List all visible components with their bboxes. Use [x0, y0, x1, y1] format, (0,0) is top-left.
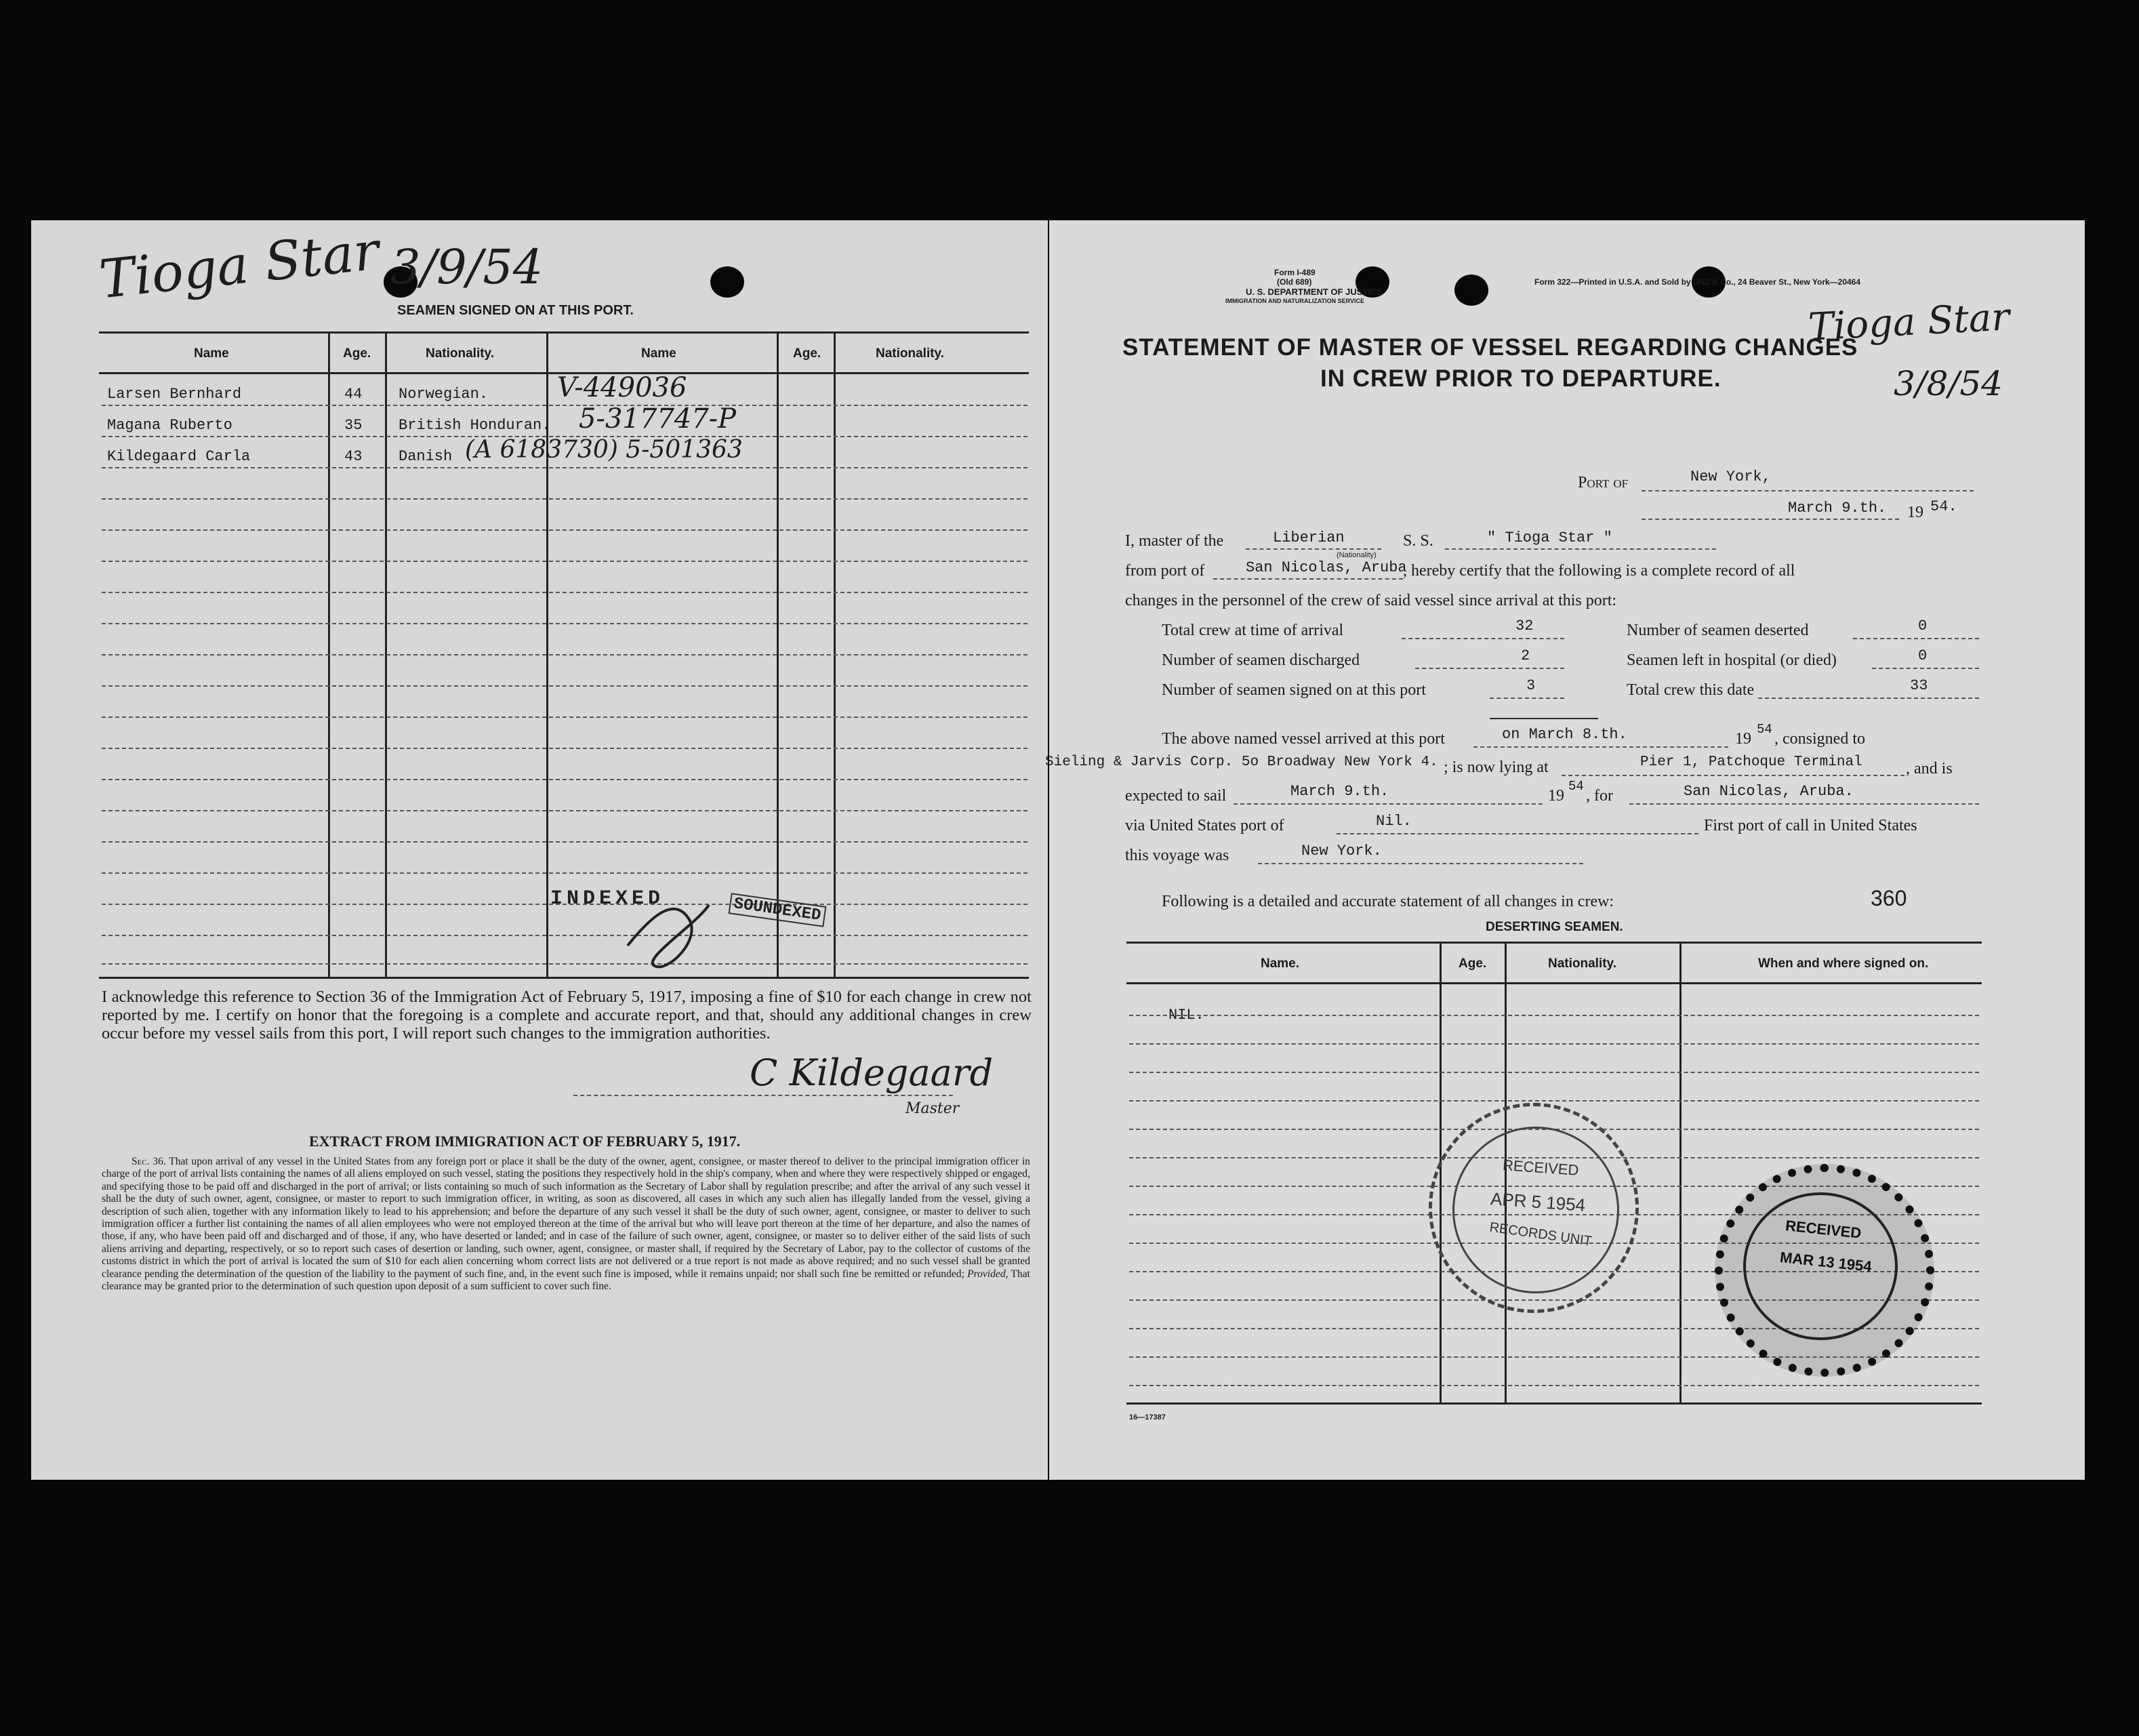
handwritten-date: 3/8/54	[1894, 364, 2003, 403]
table-cell-name: Magana Ruberto	[107, 417, 232, 434]
arrived-label: The above named vessel arrived at this port	[1162, 730, 1445, 748]
voyage-label: this voyage was	[1125, 847, 1229, 864]
arrived-year-prefix: 19	[1735, 730, 1751, 748]
fill-line	[1234, 803, 1543, 805]
table-cell-age: 43	[344, 448, 363, 465]
from-port-value: San Nicolas, Aruba	[1246, 559, 1407, 576]
handwritten-note: V-449036	[557, 372, 687, 403]
stamp-received-text: RECEIVED	[1785, 1217, 1862, 1242]
table-cell-nationality: Danish	[399, 448, 453, 465]
fill-line	[1402, 638, 1564, 639]
col-header-age: Age.	[343, 346, 371, 361]
fill-line	[1642, 519, 1899, 520]
table-top-rule	[1126, 942, 1982, 944]
table-bottom-rule	[1126, 1402, 1982, 1405]
soundexed-stamp: SOUNDEXED	[729, 893, 827, 927]
port-label: Port of	[1578, 474, 1629, 491]
acknowledgment-text: I acknowledge this reference to Section 36 of the Immigration Act of February 5, 1917, imposing a fine of $10 for each change in crew not reported by me. I certify on honor that the foregoing is a complete and accurate report, and that, should any additional changes in crew occur before my vessel sails from this port, I will report such changes to the immigration authorities.	[102, 988, 1032, 1043]
table-cell-name: NIL.	[1168, 1007, 1204, 1024]
nationality-value: Liberian	[1273, 529, 1345, 546]
table-top-rule	[99, 331, 1029, 334]
stamp-date: MAR 13 1954	[1779, 1248, 1873, 1276]
sail-year: 54	[1568, 779, 1584, 794]
fill-line	[1629, 803, 1979, 805]
total-date-label: Total crew this date	[1627, 681, 1755, 699]
sec36-text	[102, 1156, 1030, 1293]
total-arrival-value: 32	[1515, 618, 1534, 634]
sec36-body: That upon arrival of any vessel in the United States from any foreign port or place it shall be the duty of the owner, agent, consignee, or master thereof to deliver to the principal immigration officer in charge of the port of arrival lists containing the names of all aliens employed on such vessel, stating the positions they respectively hold in the ship's company, when and where they were respectively shipped or engaged, and specifying those to be paid off and discharged in the port of arrival; or lists containing so much of such information as the Secretary of Labor shall by regulation prescribe; and after the arrival of any such vessel it shall be the duty of such owner, agent, consignee, or master to report to such immigration officer, in writing, as soon as discovered, all cases in which any such alien has illegally landed from the vessel, giving a description of such alien, together with any information likely to lead to his apprehension; and before the departure of any such vessel it shall be the duty of such owner, agent, consignee, or master to deliver to such immigration officer a further list containing the names of all alien employees who were not employed thereon at the time of the arrival but who will leave port thereon at the time of her departure, and also the names of those, if any, who have been paid off and discharged and of those, if any, who have deserted or landed; and in case of the failure of such owner, agent, consignee, or master so to deliver either of the said lists of such aliens arriving and departing, respectively, or so to report such cases of desertion or landing, such owner, agent, consignee, or master shall, if required by the Secretary of Labor, pay to the collector of customs of the customs district in which the port of arrival is located the sum of $10 for each alien concerning whom correct lists are not delivered or a true report is not made as above required; and no such vessel shall be granted clearance pending the determination of the question of the liability to the payment of such fine, and, in the event such fine is imposed, while it remains unpaid; nor shall such fine be remitted or refunded;	[102, 1156, 1030, 1280]
table-cell-name: Kildegaard Carla	[107, 448, 251, 465]
fill-line	[1562, 775, 1904, 776]
service-name: IMMIGRATION AND NATURALIZATION SERVICE	[1225, 298, 1364, 304]
indexed-stamp: INDEXED	[550, 887, 665, 910]
section-title: SEAMEN SIGNED ON AT THIS PORT.	[397, 303, 634, 318]
col-header-name: Name	[194, 346, 229, 361]
form-number: Form I-489	[1274, 268, 1316, 277]
sec36-label: Sec. 36.	[131, 1156, 166, 1167]
deserting-title: DESERTING SEAMEN.	[1486, 920, 1623, 934]
year-prefix: 19	[1907, 504, 1923, 521]
following-text: Following is a detailed and accurate statement of all changes in crew:	[1162, 893, 1614, 910]
footer-code: 16—17387	[1129, 1413, 1166, 1421]
deserted-value: 0	[1918, 618, 1928, 634]
sec36-provided: Provided,	[967, 1268, 1009, 1280]
fill-line	[1258, 863, 1583, 864]
initials-scribble	[614, 885, 722, 986]
col-header-name: Name.	[1261, 956, 1300, 971]
master-label: Master	[905, 1100, 960, 1117]
handwritten-note: (A 6183730) 5-501363	[465, 436, 743, 464]
col-header-nationality: Nationality.	[426, 346, 494, 361]
col-header-nationality-2: Nationality.	[876, 346, 944, 361]
fill-line	[1213, 578, 1403, 580]
for-label: , for	[1586, 787, 1613, 805]
punch-hole	[1454, 275, 1488, 306]
col-header-name-2: Name	[641, 346, 676, 361]
sec36-end: That clearance may be granted prior to the determination of such question upon deposit of a sum sufficient to cover such fine.	[102, 1268, 1030, 1293]
fill-line	[1246, 548, 1381, 550]
signed-on-label: Number of seamen signed on at this port	[1162, 681, 1426, 699]
voyage-value: New York.	[1301, 843, 1382, 860]
vessel-name: " Tioga Star "	[1487, 529, 1612, 546]
first-port-label: First port of call in United States	[1704, 817, 1917, 834]
discharged-value: 2	[1521, 647, 1530, 664]
certify-text: , hereby certify that the following is a complete record of all	[1403, 562, 1795, 580]
stamp-date: APR 5 1954	[1490, 1188, 1587, 1215]
consigned-label: , consigned to	[1774, 730, 1865, 748]
year-value: 54.	[1930, 498, 1957, 515]
col-header-when-where: When and where signed on.	[1758, 956, 1929, 971]
signed-on-value: 3	[1526, 677, 1536, 694]
handwritten-ship-name: Tioga Star	[1807, 295, 2011, 350]
total-date-value: 33	[1910, 677, 1928, 694]
col-header-nationality: Nationality.	[1548, 956, 1616, 971]
form-title-line2: IN CREW PRIOR TO DEPARTURE.	[1320, 365, 1722, 392]
number-360: 360	[1871, 886, 1907, 910]
deserted-label: Number of seamen deserted	[1627, 622, 1809, 639]
form-old-number: (Old 689)	[1277, 277, 1312, 287]
ss-label: S. S.	[1403, 532, 1433, 550]
stamp-records-text: RECORDS UNIT	[1488, 1219, 1593, 1249]
form-title-line1: STATEMENT OF MASTER OF VESSEL REGARDING CHANGES	[1122, 334, 1858, 361]
fill-line	[1872, 668, 1979, 669]
extract-title: EXTRACT FROM IMMIGRATION ACT OF FEBRUARY 5, 1917.	[309, 1133, 741, 1150]
changes-text: changes in the personnel of the crew of said vessel since arrival at this port:	[1125, 592, 1617, 609]
total-arrival-label: Total crew at time of arrival	[1162, 622, 1344, 639]
handwritten-date: 3/9/54	[390, 239, 544, 295]
table-header-rule	[1126, 982, 1982, 984]
via-label: via United States port of	[1125, 817, 1284, 834]
fill-line	[1758, 698, 1979, 699]
left-page	[31, 220, 1048, 1480]
table-cell-nationality: British Honduran.	[399, 417, 551, 434]
lying-label: ; is now lying at	[1444, 759, 1549, 776]
and-is-label: , and is	[1906, 760, 1953, 778]
col-divider	[1679, 942, 1682, 1405]
table-cell-nationality: Norwegian.	[399, 386, 489, 403]
fill-line	[1445, 548, 1716, 550]
consignee-value: Sieling & Jarvis Corp. 5o Broadway New York 4.	[1045, 754, 1438, 770]
handwritten-ship-name: Tioga Star	[96, 220, 382, 311]
table-bottom-rule	[99, 977, 1029, 979]
via-value: Nil.	[1376, 813, 1412, 830]
sail-year-prefix: 19	[1548, 787, 1564, 805]
signature-line	[573, 1095, 953, 1096]
hospital-label: Seamen left in hospital (or died)	[1627, 651, 1837, 669]
right-page	[1045, 220, 2085, 1480]
stats-underline	[1490, 718, 1598, 719]
table-cell-age: 44	[344, 386, 363, 403]
arrived-year: 54	[1757, 722, 1772, 737]
fill-line	[1853, 638, 1979, 639]
fill-line	[1337, 833, 1698, 834]
col-header-age-2: Age.	[793, 346, 821, 361]
handwritten-note: 5-317747-P	[579, 403, 737, 435]
sail-value: March 9.th.	[1290, 783, 1389, 800]
fill-line	[1642, 490, 1974, 491]
fill-line	[1490, 698, 1564, 699]
punch-hole	[710, 266, 744, 298]
for-value: San Nicolas, Aruba.	[1684, 783, 1854, 800]
received-stamp-records	[1429, 1103, 1639, 1313]
master-of-label: I, master of the	[1125, 532, 1224, 550]
date-value: March 9.th.	[1788, 500, 1887, 517]
port-value: New York,	[1690, 468, 1771, 485]
nationality-caption: (Nationality)	[1337, 551, 1377, 559]
arrived-value: on March 8.th.	[1502, 726, 1627, 743]
sail-label: expected to sail	[1125, 787, 1227, 805]
master-signature: C Kildegaard	[750, 1051, 994, 1094]
fill-line	[1415, 668, 1564, 669]
table-cell-age: 35	[344, 417, 363, 434]
table-cell-name: Larsen Bernhard	[107, 386, 242, 403]
hospital-value: 0	[1918, 647, 1928, 664]
department-name: U. S. DEPARTMENT OF JUSTICE	[1246, 287, 1383, 297]
from-port-label: from port of	[1125, 562, 1205, 580]
fill-line	[1473, 746, 1728, 748]
discharged-label: Number of seamen discharged	[1162, 651, 1360, 669]
received-stamp-travel	[1715, 1164, 1934, 1377]
lying-value: Pier 1, Patchoque Terminal	[1640, 754, 1862, 770]
printer-line: Form 322—Printed in U.S.A. and Sold by UNZ & Co., 24 Beaver St., New York—20464	[1534, 277, 1861, 287]
stamp-received-text: RECEIVED	[1502, 1156, 1580, 1179]
col-header-age: Age.	[1459, 956, 1487, 971]
